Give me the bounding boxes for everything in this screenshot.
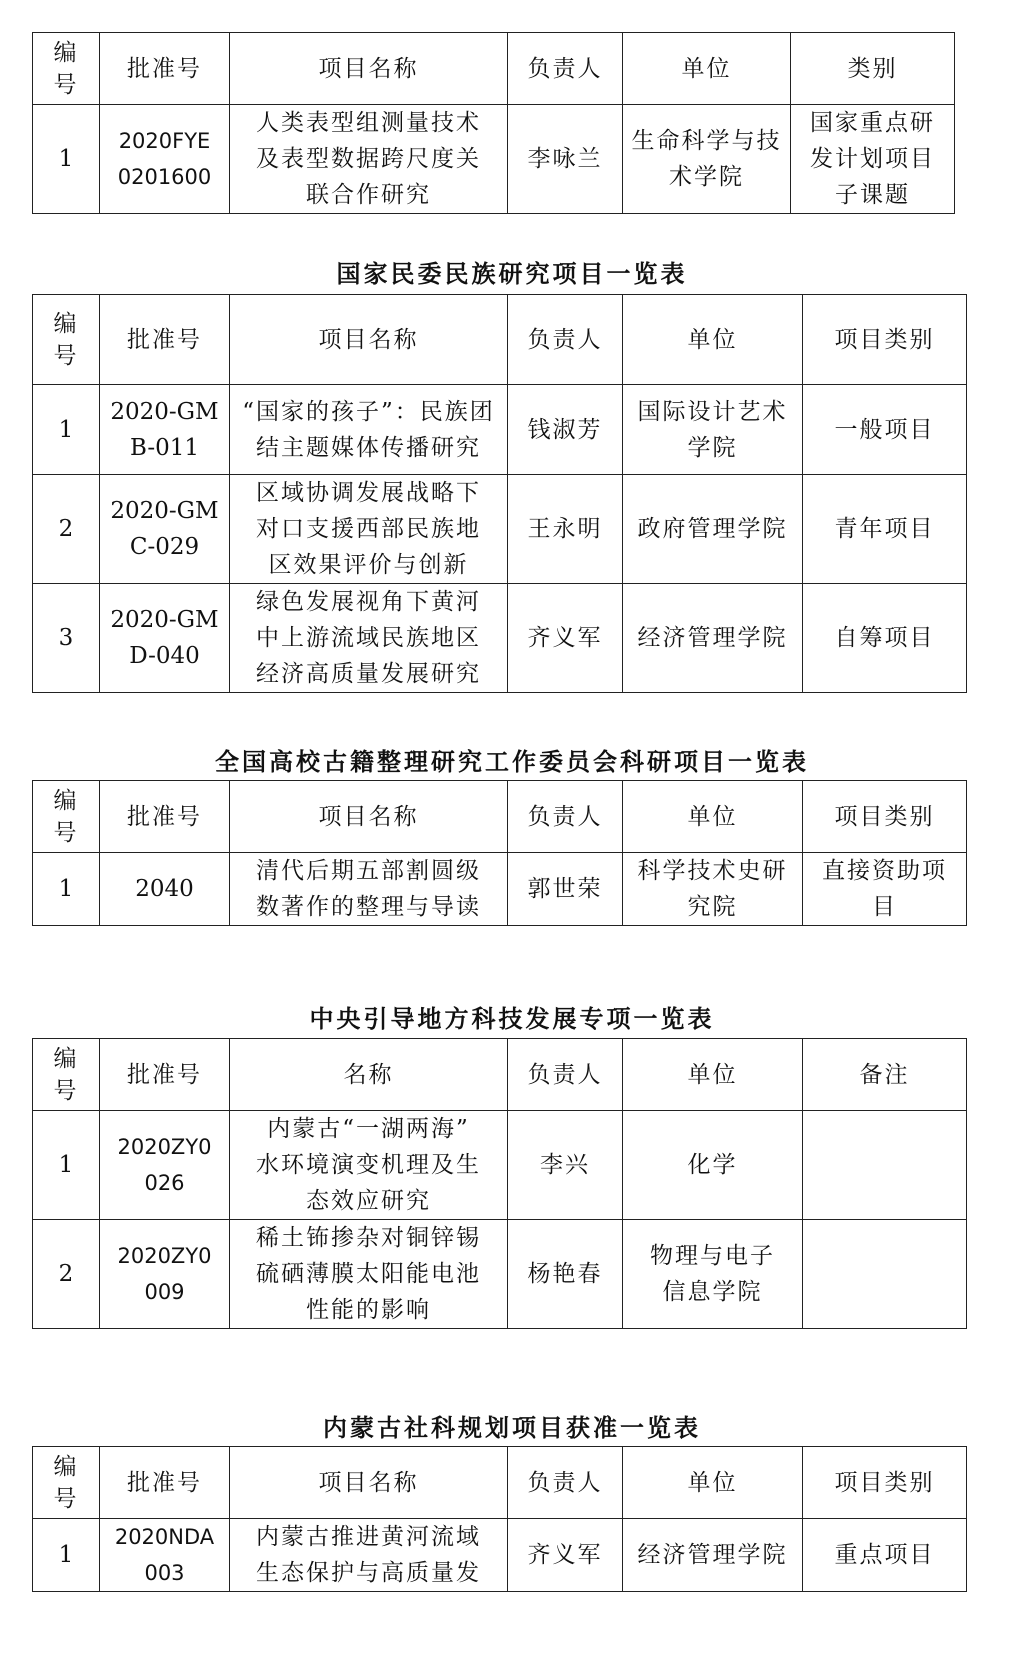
header-cell-leader: 负责人 [508,1447,623,1519]
header-cell-category: 备注 [803,1039,967,1111]
cell-leader: 郭世荣 [508,853,623,926]
header-cell-no: 编 号 [33,1447,100,1519]
table-header-row [33,33,955,105]
cell-project-name: 清代后期五部割圆级 数著作的整理与导读 [230,853,508,926]
cell-leader: 杨艳春 [508,1220,623,1329]
table-section-2 [32,294,967,693]
project-table [32,1446,967,1592]
section-title-central-guidance: 中央引导地方科技发展专项一览表 [309,1004,715,1033]
cell-no: 1 [33,385,100,475]
cell-leader: 齐义军 [508,1519,623,1592]
project-table [32,32,955,214]
section-title-ancient-books: 全国高校古籍整理研究工作委员会科研项目一览表 [215,747,809,776]
header-cell-approval-no: 批准号 [100,781,230,853]
header-cell-approval-no: 批准号 [100,295,230,385]
table-header-row [33,781,967,853]
header-cell-project-name: 名称 [230,1039,508,1111]
cell-category: 重点项目 [803,1519,967,1592]
header-cell-leader: 负责人 [508,1039,623,1111]
cell-category: 直接资助项 目 [803,853,967,926]
cell-category [803,1111,967,1220]
cell-leader: 李兴 [508,1111,623,1220]
header-cell-category: 类别 [791,33,955,105]
header-cell-no: 编 号 [33,295,100,385]
cell-no: 2 [33,1220,100,1329]
header-cell-unit: 单位 [623,295,803,385]
cell-unit: 物理与电子 信息学院 [623,1220,803,1329]
cell-no: 1 [33,105,100,214]
cell-project-name: 内蒙古推进黄河流域 生态保护与高质量发 [230,1519,508,1592]
cell-approval-no: 2040 [100,853,230,926]
cell-category [803,1220,967,1329]
header-cell-leader: 负责人 [508,781,623,853]
cell-approval-no: 2020-GM B-011 [100,385,230,475]
table-row [33,584,967,693]
header-cell-unit: 单位 [623,1447,803,1519]
header-cell-unit: 单位 [623,33,791,105]
table-row [33,1220,967,1329]
cell-category: 自筹项目 [803,584,967,693]
table-header-row [33,1447,967,1519]
table-section-5 [32,1446,967,1592]
table-row [33,1519,967,1592]
cell-unit: 生命科学与技 术学院 [623,105,791,214]
header-cell-approval-no: 批准号 [100,1447,230,1519]
cell-project-name: 绿色发展视角下黄河 中上游流域民族地区 经济高质量发展研究 [230,584,508,693]
table-header-row [33,295,967,385]
cell-unit: 政府管理学院 [623,475,803,584]
header-cell-category: 项目类别 [803,781,967,853]
header-cell-no: 编 号 [33,33,100,105]
cell-unit: 国际设计艺术 学院 [623,385,803,475]
table-section-3 [32,780,967,926]
header-cell-no: 编 号 [33,781,100,853]
cell-approval-no: 2020ZY0 026 [100,1111,230,1220]
cell-project-name: “国家的孩子”：民族团 结主题媒体传播研究 [230,385,508,475]
cell-approval-no: 2020-GM D-040 [100,584,230,693]
header-cell-approval-no: 批准号 [100,33,230,105]
cell-leader: 齐义军 [508,584,623,693]
cell-no: 3 [33,584,100,693]
cell-unit: 科学技术史研 究院 [623,853,803,926]
header-cell-leader: 负责人 [508,33,623,105]
table-row [33,385,967,475]
section-title-social-science: 内蒙古社科规划项目获准一览表 [323,1413,701,1442]
cell-approval-no: 2020-GM C-029 [100,475,230,584]
table-row [33,1111,967,1220]
cell-project-name: 区域协调发展战略下 对口支援西部民族地 区效果评价与创新 [230,475,508,584]
project-table [32,1038,967,1329]
table-row [33,475,967,584]
cell-approval-no: 2020FYE 0201600 [100,105,230,214]
cell-no: 1 [33,1111,100,1220]
cell-project-name: 人类表型组测量技术 及表型数据跨尺度关 联合作研究 [230,105,508,214]
project-table [32,294,967,693]
header-cell-unit: 单位 [623,1039,803,1111]
cell-unit: 化学 [623,1111,803,1220]
cell-no: 1 [33,853,100,926]
header-cell-project-name: 项目名称 [230,295,508,385]
cell-approval-no: 2020ZY0 009 [100,1220,230,1329]
header-cell-project-name: 项目名称 [230,781,508,853]
section-title-ethnic-affairs: 国家民委民族研究项目一览表 [336,259,688,288]
cell-no: 1 [33,1519,100,1592]
cell-leader: 钱淑芳 [508,385,623,475]
header-cell-category: 项目类别 [803,295,967,385]
cell-project-name: 内蒙古“一湖两海” 水环境演变机理及生 态效应研究 [230,1111,508,1220]
cell-leader: 李咏兰 [508,105,623,214]
header-cell-unit: 单位 [623,781,803,853]
header-cell-project-name: 项目名称 [230,33,508,105]
cell-leader: 王永明 [508,475,623,584]
table-row [33,105,955,214]
cell-unit: 经济管理学院 [623,584,803,693]
header-cell-project-name: 项目名称 [230,1447,508,1519]
table-header-row [33,1039,967,1111]
header-cell-approval-no: 批准号 [100,1039,230,1111]
cell-no: 2 [33,475,100,584]
cell-project-name: 稀土钸掺杂对铜锌锡 硫硒薄膜太阳能电池 性能的影响 [230,1220,508,1329]
table-section-1 [32,32,955,214]
cell-category: 一般项目 [803,385,967,475]
cell-category: 青年项目 [803,475,967,584]
header-cell-category: 项目类别 [803,1447,967,1519]
table-section-4 [32,1038,967,1329]
cell-category: 国家重点研 发计划项目 子课题 [791,105,955,214]
header-cell-leader: 负责人 [508,295,623,385]
table-row [33,853,967,926]
header-cell-no: 编 号 [33,1039,100,1111]
cell-unit: 经济管理学院 [623,1519,803,1592]
cell-approval-no: 2020NDA 003 [100,1519,230,1592]
project-table [32,780,967,926]
